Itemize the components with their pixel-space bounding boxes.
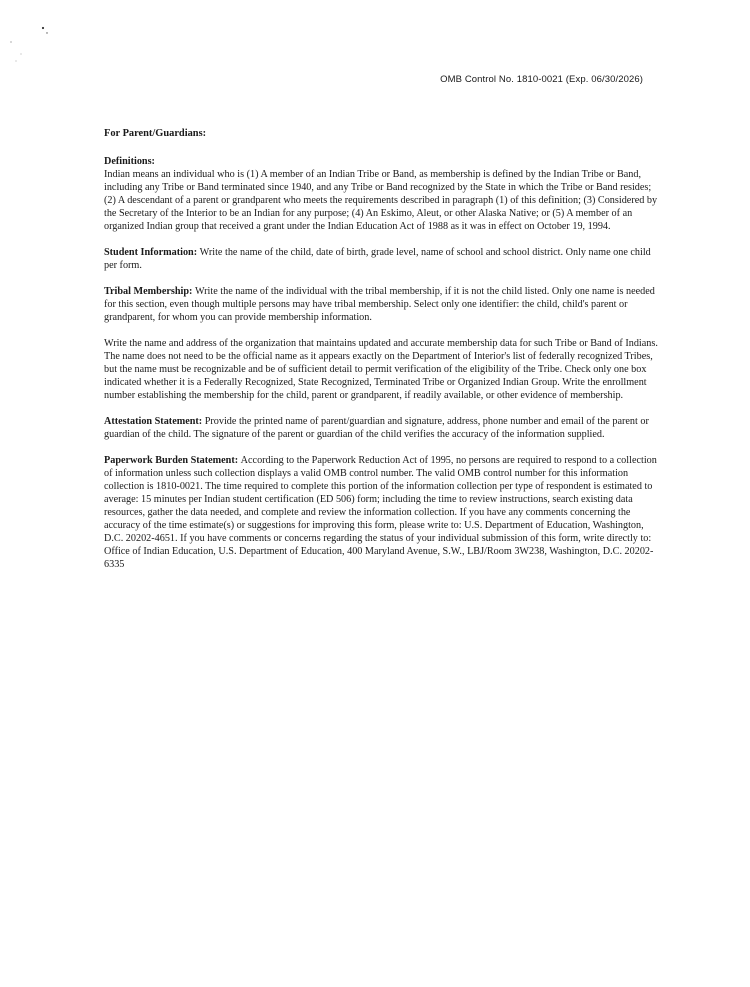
- student-information-text: Write the name of the child, date of birth, grade level, name of school and school district. Only name one child per form.: [104, 247, 651, 271]
- instructions-body: [104, 127, 664, 584]
- omb-control-number: OMB Control No. 1810-0021 (Exp. 06/30/2026): [440, 74, 643, 85]
- attestation-text: Provide the printed name of parent/guardian and signature, address, phone number and email of the parent or guardian of the child. The signature of the parent or guardian of the child verifies the accuracy of the information supplied.: [104, 416, 649, 440]
- tribal-membership-section: [104, 285, 664, 324]
- attestation-heading: Attestation Statement:: [104, 416, 205, 427]
- student-information-heading: Student Information:: [104, 247, 200, 258]
- page-title: For Parent/Guardians:: [104, 128, 207, 139]
- attestation-section: [104, 415, 664, 441]
- paperwork-burden-text: According to the Paperwork Reduction Act of 1995, no persons are required to respond to a collection of information unless such collection displays a valid OMB control number. The valid OMB control number for this information collection is 1810-0021. The time required to complete this portion of the information collection per type of respondent is estimated to average: 15 minutes per Indian student certification (ED 506) form; including the time to review instructions, search existing data resources, gather the data needed, and complete and review the information collection. If you have any comments concerning the accuracy of the time estimate(s) or suggestions for improving this form, please write to: U.S. Department of Education, Washington, D.C. 20202-4651. If you have comments or concerns regarding the status of your individual submission of this form, write directly to: Office of Indian Education, U.S. Department of Education, 400 Maryland Avenue, S.W., LBJ/Room 3W238, Washington, D.C. 20202-6335: [104, 455, 657, 570]
- scan-specks: [0, 0, 60, 80]
- definitions-section: [104, 155, 664, 233]
- definitions-heading: Definitions:: [104, 156, 155, 167]
- tribal-membership-heading: Tribal Membership:: [104, 286, 195, 297]
- organization-section: [104, 337, 664, 402]
- definitions-text: Indian means an individual who is (1) A member of an Indian Tribe or Band, as membership is defined by the Indian Tribe or Band, including any Tribe or Band terminated since 1940, and any Tribe or Band recognized by the State in which the Tribe or Band resides; (2) A descendant of a parent or grandparent who meets the requirements described in paragraph (1) of this definition; (3) Considered by the Secretary of the Interior to be an Indian for any purpose; (4) An Eskimo, Aleut, or other Alaska Native; or (5) A member of an organized Indian group that received a grant under the Indian Education Act of 1988 as it was in effect on October 19, 1994.: [104, 169, 658, 232]
- tribal-membership-text: Write the name of the individual with the tribal membership, if it is not the child listed. Only one name is needed for this section, even though multiple persons may have tribal membership. Select only one identifier: the child, child's parent or grandparent, for whom you can provide membership information.: [104, 286, 655, 323]
- paperwork-burden-heading: Paperwork Burden Statement:: [104, 455, 241, 466]
- paperwork-burden-section: [104, 454, 664, 571]
- organization-text: Write the name and address of the organization that maintains updated and accurate membership data for such Tribe or Band of Indians. The name does not need to be the official name as it appears exactly on the Department of Interior's list of federally recognized Tribes, but the name must be recognizable and be of sufficient detail to permit verification of the eligibility of the Tribe. Check only one box indicated whether it is a Federally Recognized, State Recognized, Terminated Tribe or Organized Indian Group. Write the enrollment number establishing the membership for the child, parent or grandparent, if readily available, or other evidence of membership.: [104, 338, 658, 401]
- student-information-section: [104, 246, 664, 272]
